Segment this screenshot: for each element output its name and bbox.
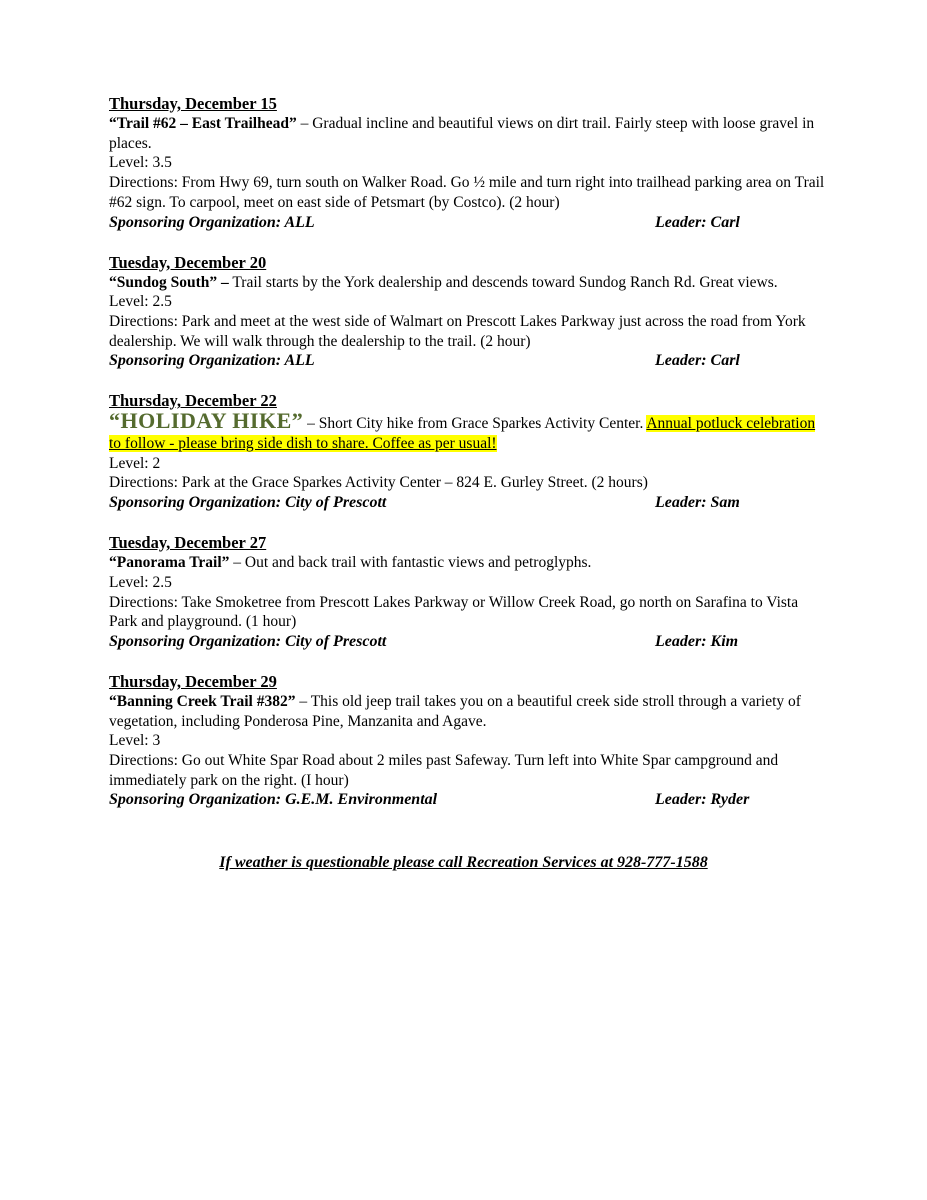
event-level: Level: 3 (109, 732, 161, 750)
event-footer (109, 493, 829, 513)
event-directions: Directions: Go out White Spar Road about 2 miles past Safeway. Turn left into White Spar campground and immediately park on the right. (I hour) (109, 752, 779, 789)
event-summary (109, 273, 829, 293)
event-date: Tuesday, December 20 (109, 252, 267, 272)
event-footer (109, 351, 829, 371)
weather-notice: If weather is questionable please call Recreation Services at 928-777-1588 (219, 854, 708, 871)
event-summary (109, 692, 829, 731)
event-title: “Banning Creek Trail #382” (109, 692, 296, 710)
event-date: Thursday, December 22 (109, 391, 277, 411)
event-date: Thursday, December 15 (109, 94, 277, 113)
event-description: – This old jeep trail takes you on a beautiful creek side stroll through a variety of vegetation, including Ponderosa Pine, Manzanita and Agave. (109, 692, 801, 730)
event-dec-27 (109, 533, 829, 652)
event-title: “Trail #62 – East Trailhead” (109, 115, 297, 132)
event-summary (109, 408, 829, 453)
event-leader: Leader: Sam (655, 494, 740, 512)
event-date: Thursday, December 29 (109, 671, 277, 691)
event-leader: Leader: Ryder (655, 791, 750, 809)
event-directions: Directions: Park and meet at the west side of Walmart on Prescott Lakes Parkway just across the road from York dealership. We will walk through the dealership to the trail. (2 hour) (109, 312, 806, 350)
event-dec-15 (109, 94, 829, 233)
event-date: Tuesday, December 27 (109, 533, 267, 553)
event-title: “Sundog South” – (109, 273, 229, 291)
event-directions: Directions: Park at the Grace Sparkes Activity Center – 824 E. Gurley Street. (2 hours) (109, 474, 648, 492)
hike-schedule (109, 94, 829, 810)
event-leader: Leader: Kim (655, 632, 739, 650)
event-title: “HOLIDAY HIKE” (109, 408, 304, 434)
event-dec-20 (109, 253, 829, 372)
event-sponsor: Sponsoring Organization: City of Prescott (109, 494, 387, 512)
event-sponsor: Sponsoring Organization: City of Prescott (109, 632, 387, 650)
event-sponsor: Sponsoring Organization: ALL (109, 213, 315, 231)
event-leader: Leader: Carl (655, 213, 740, 231)
event-dec-22 (109, 391, 829, 513)
event-sponsor: Sponsoring Organization: G.E.M. Environmental (109, 791, 438, 809)
event-title: “Panorama Trail” (109, 554, 230, 572)
event-footer (109, 790, 829, 810)
event-level: Level: 2 (109, 454, 161, 472)
event-description: – Gradual incline and beautiful views on dirt trail. Fairly steep with loose gravel in places. (109, 115, 815, 152)
event-footer (109, 213, 829, 233)
event-description: Trail starts by the York dealership and descends toward Sundog Ranch Rd. Great views. (228, 273, 778, 291)
event-summary (109, 114, 829, 153)
event-dec-29 (109, 672, 829, 811)
event-description: – Short City hike from Grace Sparkes Activity Center. (303, 415, 647, 433)
event-directions: Directions: Take Smoketree from Prescott Lakes Parkway or Willow Creek Road, go north on Sarafina to Vista Park and playground. (1 hour) (109, 593, 799, 631)
event-sponsor: Sponsoring Organization: ALL (109, 352, 315, 370)
event-leader: Leader: Carl (655, 352, 740, 370)
event-level: Level: 2.5 (109, 573, 172, 591)
potluck-highlight: Annual potluck celebration to follow - please bring side dish to share. Coffee as per usual! (109, 415, 816, 453)
event-directions: Directions: From Hwy 69, turn south on Walker Road. Go ½ mile and turn right into trailhead parking area on Trail #62 sign. To carpool, meet on east side of Petsmart (by Costco). (2 hour) (109, 174, 825, 211)
event-description: – Out and back trail with fantastic views and petroglyphs. (229, 554, 592, 572)
event-level: Level: 2.5 (109, 293, 172, 311)
event-footer (109, 632, 829, 652)
event-level: Level: 3.5 (109, 154, 172, 172)
event-summary (109, 553, 829, 573)
